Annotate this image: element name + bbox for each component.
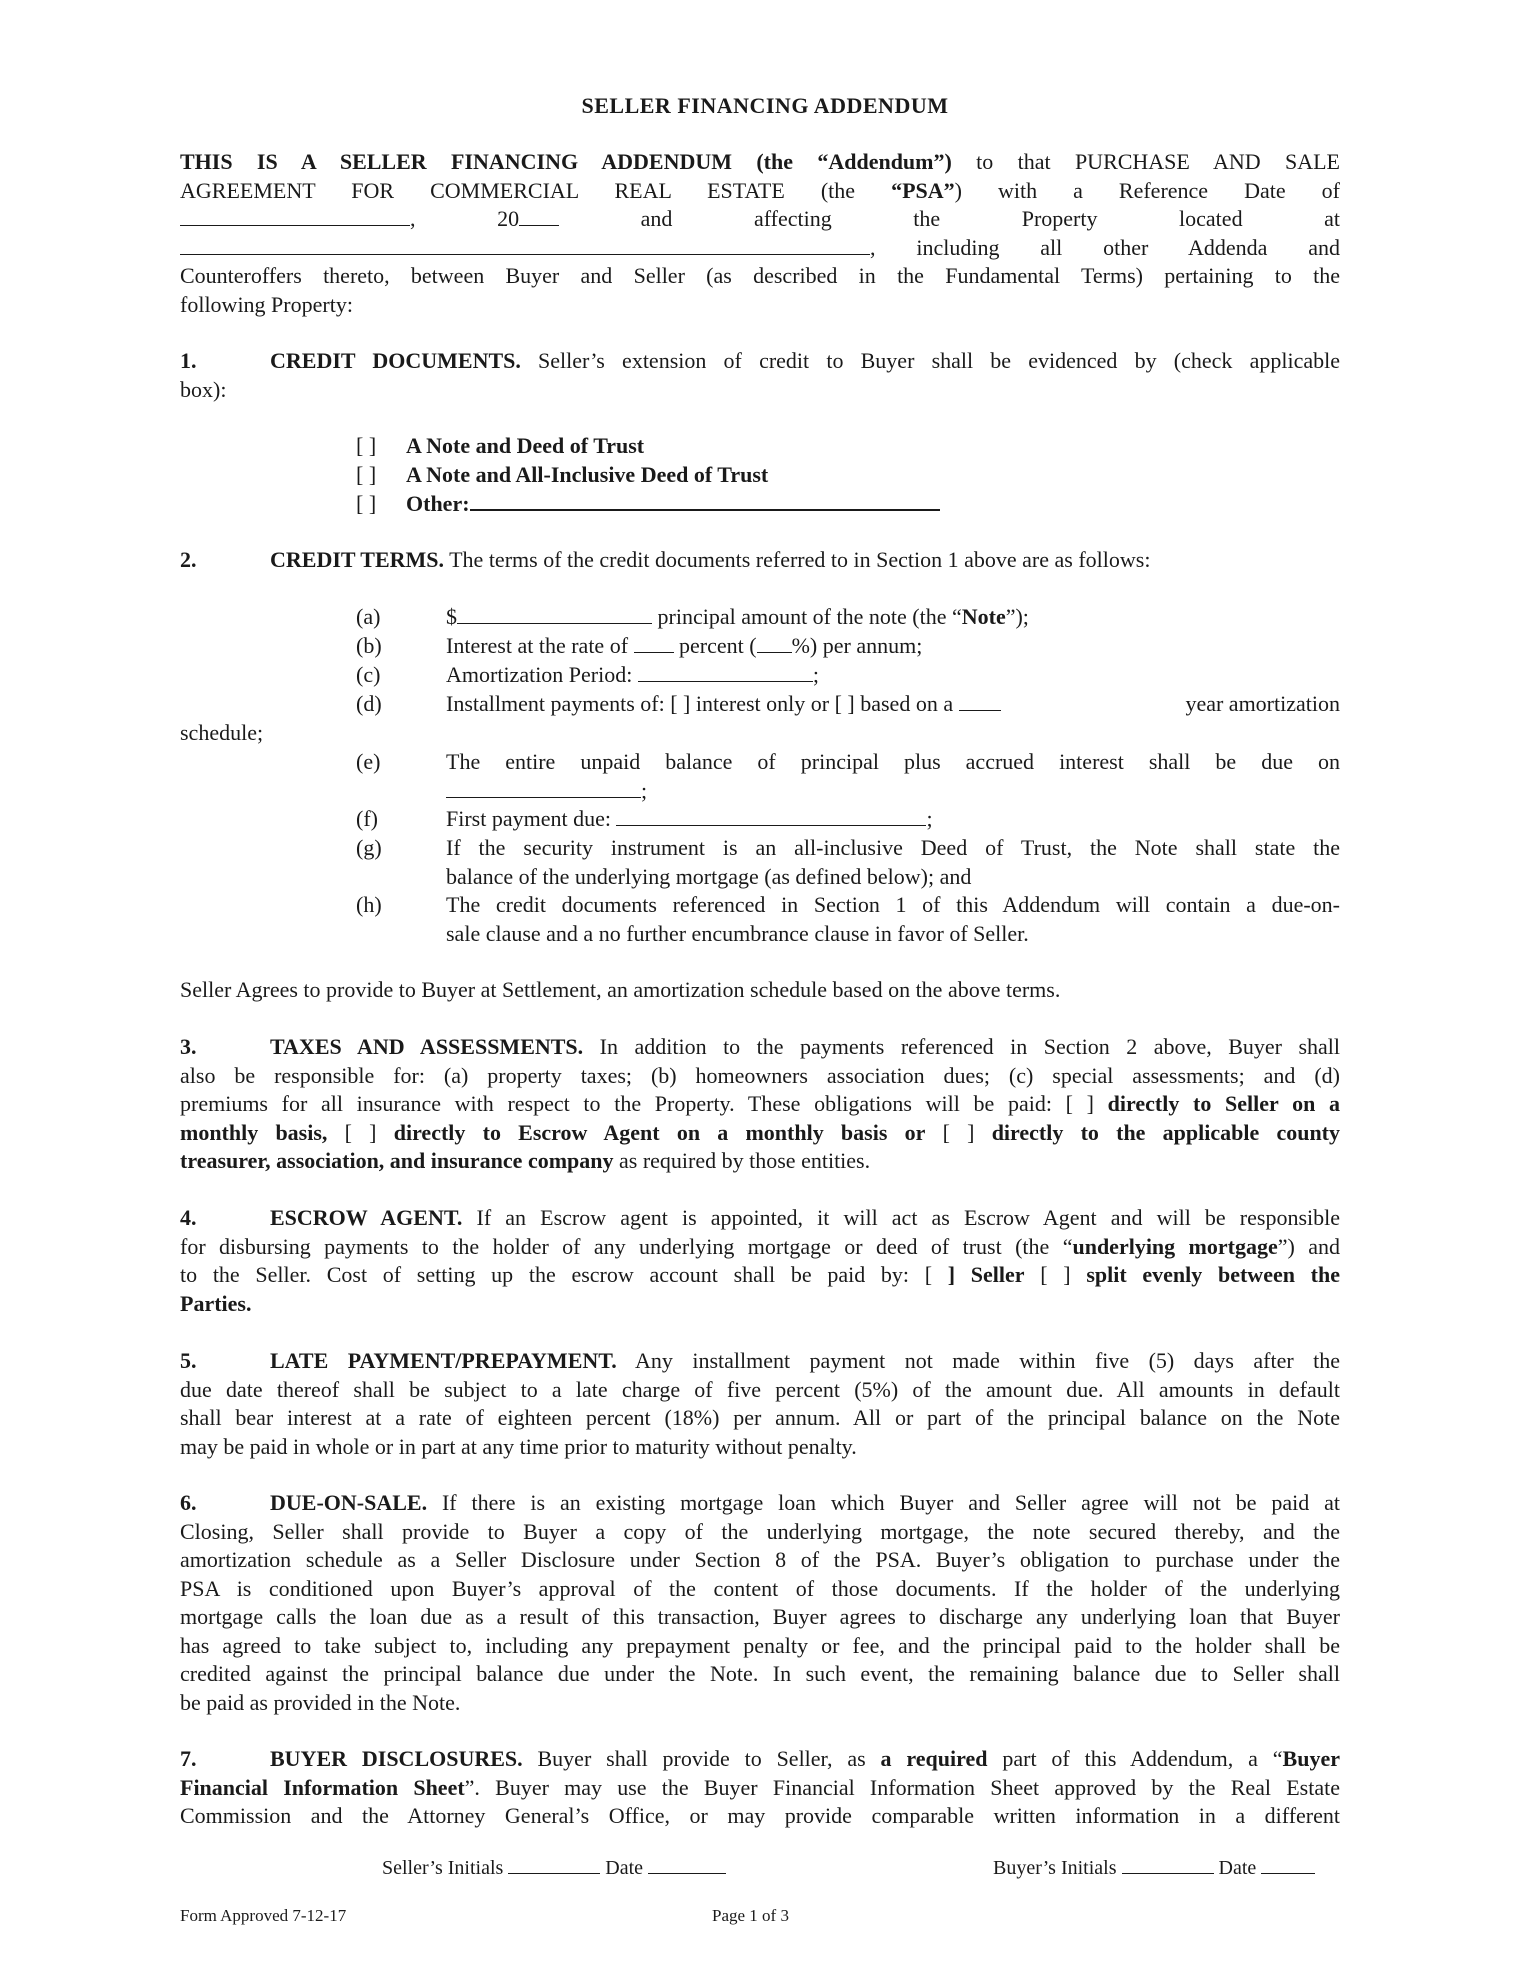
section-heading: CREDIT TERMS. xyxy=(270,547,445,572)
term-f: (f) First payment due: ; xyxy=(356,806,933,831)
term-c: (c) Amortization Period: ; xyxy=(356,662,819,687)
section-escrow-agent: 4. ESCROW AGENT. If an Escrow agent is appointed, it will act as Escrow Agent and will be responsible for disbursing payments to the holder of any underlying mortgage or deed of trust (the “underlying mortgage”) and to the Seller. Cost of setting up the escrow account shall be paid by: [ ] Seller [ ] split evenly between the Parties. xyxy=(180,1205,1340,1316)
page-title: SELLER FINANCING ADDENDUM xyxy=(581,93,949,118)
intro-bold: THIS IS A SELLER FINANCING ADDENDUM (the “Addendum”) xyxy=(180,149,952,174)
section-heading: CREDIT DOCUMENTS. xyxy=(270,348,521,373)
first-payment-blank[interactable] xyxy=(616,806,926,826)
due-date-blank[interactable] xyxy=(446,778,641,798)
rate-number-blank[interactable] xyxy=(757,633,792,653)
term-h: (h) The credit documents referenced in Section 1 of this Addendum will contain a due-on- sale clause and a no further encumbrance clause in favor of Seller. xyxy=(356,892,1340,946)
section-heading: LATE PAYMENT/PREPAYMENT. xyxy=(270,1348,617,1373)
section-credit-documents: 1. CREDIT DOCUMENTS. Seller’s extension of credit to Buyer shall be evidenced by (check applicable box): xyxy=(180,348,1341,402)
term-d-continuation: schedule; xyxy=(180,720,264,745)
seller-date-blank[interactable] xyxy=(648,1854,726,1874)
section-credit-terms: 2. CREDIT TERMS. The terms of the credit documents referred to in Section 1 above are as follows: xyxy=(180,547,1151,572)
form-approved: Form Approved 7-12-17 xyxy=(180,1906,347,1925)
term-g: (g) If the security instrument is an all-inclusive Deed of Trust, the Note shall state the balance of the underlying mortgage (as defined below); and xyxy=(356,835,1340,889)
option-note-all-inclusive[interactable]: [ ] A Note and All-Inclusive Deed of Trust xyxy=(356,462,769,487)
principal-blank[interactable] xyxy=(457,604,652,624)
option-note-deed[interactable]: [ ] A Note and Deed of Trust xyxy=(356,433,645,458)
section-taxes-assessments: 3. TAXES AND ASSESSMENTS. In addition to the payments referenced in Section 2 above, Buyer shall also be responsible for: (a) property taxes; (b) homeowners association dues; (c) special assessments; and (d) premiums for all insurance with respect to the Property. These obligations will be paid: [ ] directly to Seller on a monthly basis, [ ] directly to Escrow Agent on a monthly basis or [ ] directly to the applicable county treasurer, association, and insurance company as required by those entities. xyxy=(180,1034,1341,1173)
rate-words-blank[interactable] xyxy=(634,633,674,653)
intro-paragraph: THIS IS A SELLER FINANCING ADDENDUM (the “Addendum”) to that PURCHASE AND SALE AGREEMENT FOR COMMERCIAL REAL ESTATE (the “PSA”) with a Reference Date of , 20 and affecting the Property located at , including all other Addenda and Counteroffers thereto, between Buyer and Seller (as described in the Fundamental Terms) pertaining to the following Property: xyxy=(180,149,1341,317)
section-heading: DUE-ON-SALE. xyxy=(270,1490,428,1515)
amortization-period-blank[interactable] xyxy=(638,662,813,682)
term-e: (e) The entire unpaid balance of principal plus accrued interest shall be due on ; xyxy=(356,749,1340,803)
year-blank[interactable] xyxy=(519,206,559,226)
term-d: (d) Installment payments of: [ ] interest only or [ ] based on a year amortization xyxy=(356,691,1340,716)
section-heading: TAXES AND ASSESSMENTS. xyxy=(270,1034,584,1059)
checkbox[interactable]: [ ] xyxy=(356,491,377,516)
amortization-schedule-note: Seller Agrees to provide to Buyer at Settlement, an amortization schedule based on the above terms. xyxy=(180,977,1061,1002)
buyer-date-blank[interactable] xyxy=(1261,1854,1315,1874)
seller-initials-blank[interactable] xyxy=(508,1854,600,1874)
other-blank[interactable] xyxy=(470,490,940,511)
section-late-payment: 5. LATE PAYMENT/PREPAYMENT. Any installment payment not made within five (5) days after the due date thereof shall be subject to a late charge of five percent (5%) of the amount due. All amounts in default shall bear interest at a rate of eighteen percent (18%) per annum. All or part of the principal balance on the Note may be paid in whole or in part at any time prior to maturity without penalty. xyxy=(180,1348,1340,1459)
checkbox[interactable]: [ ] xyxy=(356,433,377,458)
buyer-initials: Buyer’s Initials Date xyxy=(993,1854,1315,1880)
reference-date-blank[interactable] xyxy=(180,206,410,226)
page-number: Page 1 of 3 xyxy=(712,1906,789,1925)
property-location-blank[interactable] xyxy=(180,235,870,255)
section-due-on-sale: 6. DUE-ON-SALE. If there is an existing mortgage loan which Buyer and Seller agree will not be paid at Closing, Seller shall provide to Buyer a copy of the underlying mortgage, the note secured thereby, and the amortization schedule as a Seller Disclosure under Section 8 of the PSA. Buyer’s obligation to purchase under the PSA is conditioned upon Buyer’s approval of the content of those documents. If the holder of the underlying mortgage calls the loan due as a result of this transaction, Buyer agrees to discharge any underlying loan that Buyer has agreed to take subject to, including any prepayment penalty or fee, and the principal paid to the holder shall be credited against the principal balance due under the Note. In such event, the remaining balance due to Seller shall be paid as provided in the Note. xyxy=(180,1490,1340,1715)
term-b: (b) Interest at the rate of percent ( %) per annum; xyxy=(356,633,923,658)
section-buyer-disclosures: 7. BUYER DISCLOSURES. Buyer shall provide to Seller, as a required part of this Addendum, a “Buyer Financial Information Sheet”. Buyer may use the Buyer Financial Information Sheet approved by the Real Estate Commission and the Attorney General’s Office, or may provide comparable written information in a different xyxy=(180,1746,1341,1828)
option-other[interactable]: [ ] Other: xyxy=(356,489,940,518)
seller-initials: Seller’s Initials Date xyxy=(382,1854,726,1880)
buyer-initials-blank[interactable] xyxy=(1122,1854,1214,1874)
section-heading: BUYER DISCLOSURES. xyxy=(270,1746,523,1771)
checkbox[interactable]: [ ] xyxy=(356,462,377,487)
term-a: (a) $ principal amount of the note (the “Note”); xyxy=(356,604,1029,629)
amortization-years-blank[interactable] xyxy=(959,691,1001,711)
section-heading: ESCROW AGENT. xyxy=(270,1205,463,1230)
